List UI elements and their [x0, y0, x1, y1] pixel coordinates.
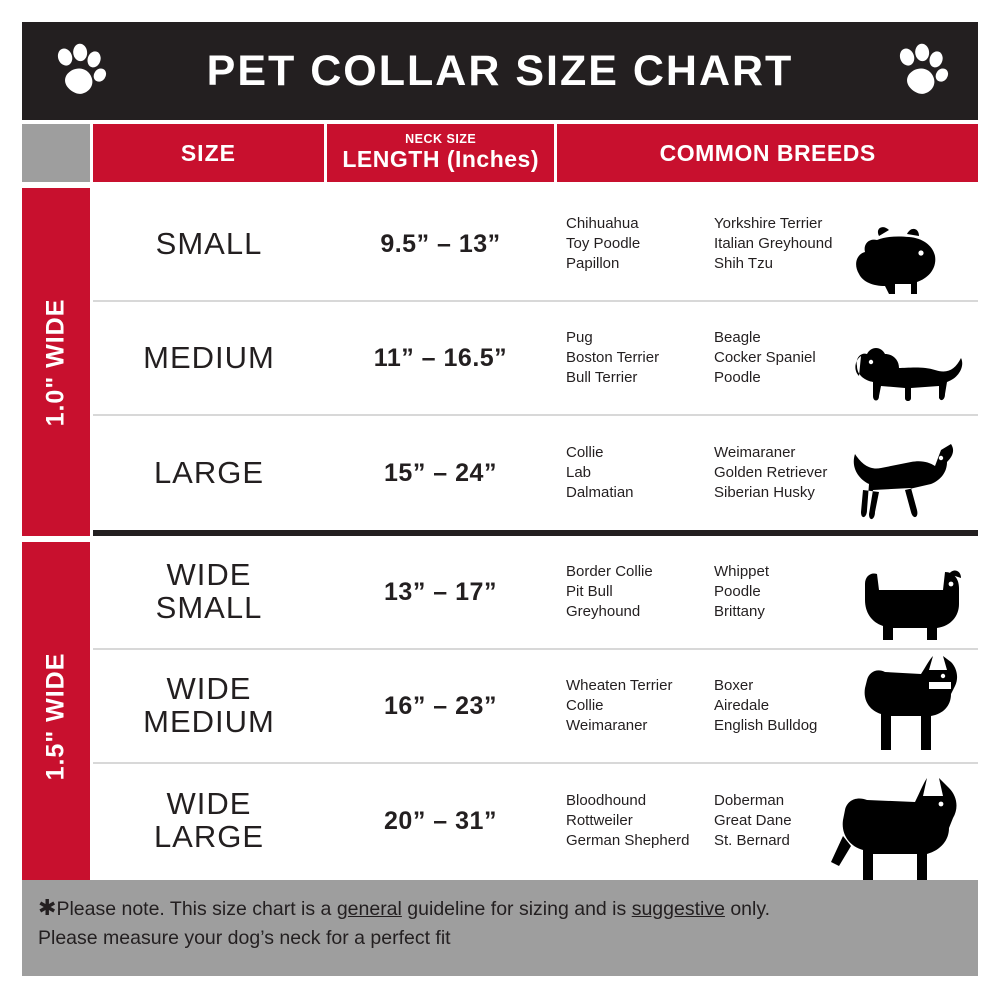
cell-breeds	[556, 536, 978, 648]
group-label-1-inch-text: 1.0" WIDE	[41, 298, 70, 426]
paw-print-icon	[892, 42, 950, 100]
breeds-column-2: Beagle Cocker Spaniel Poodle	[714, 328, 816, 387]
footer-line-2: Please measure your dog’s neck for a perfect fit	[38, 926, 451, 949]
size-line-2: SMALL	[155, 590, 263, 625]
size-line-1: MEDIUM	[143, 339, 275, 375]
breeds-column-2: Whippet Poodle Brittany	[714, 562, 770, 621]
footer-text-e: only.	[724, 898, 771, 920]
cell-length: 20” – 31”	[384, 806, 497, 835]
table-column-headers	[22, 124, 978, 182]
group-label-15-inch-text: 1.5" WIDE	[41, 652, 70, 780]
breeds-column-1: Pug Boston Terrier Bull Terrier	[566, 328, 660, 387]
size-line-1: LARGE	[153, 454, 265, 490]
table-row	[93, 416, 978, 530]
cell-breeds	[556, 764, 978, 878]
column-header-size: SIZE	[93, 124, 324, 182]
footer-text-general: general	[336, 898, 402, 920]
cell-size	[93, 416, 325, 530]
breeds-column-1: Collie Lab Dalmatian	[566, 443, 634, 502]
footer-line-1	[38, 892, 962, 924]
table-row	[93, 302, 978, 416]
size-line-2: MEDIUM	[143, 704, 275, 739]
table-row	[93, 764, 978, 878]
column-header-length	[327, 124, 554, 182]
table-row	[93, 188, 978, 302]
cell-length: 11” – 16.5”	[373, 343, 508, 372]
cell-size	[93, 302, 325, 414]
breeds-column-2: Yorkshire Terrier Italian Greyhound Shih Tzu	[714, 214, 833, 273]
table-body	[93, 188, 978, 878]
cell-size	[93, 536, 325, 648]
paw-print-icon	[50, 42, 108, 100]
column-header-spacer	[22, 124, 90, 182]
group-label-15-inch	[22, 542, 90, 890]
breeds-column-1: Chihuahua Toy Poodle Papillon	[566, 214, 641, 273]
cell-length: 13” – 17”	[384, 577, 497, 606]
asterisk-icon: ✱	[38, 895, 57, 920]
size-line-2: LARGE	[153, 819, 265, 854]
breeds-column-2: Weimaraner Golden Retriever Siberian Husky	[714, 443, 828, 502]
cell-breeds	[556, 416, 978, 530]
footer-text-suggestive: suggestive	[631, 898, 725, 920]
size-line-1: WIDE	[166, 671, 252, 707]
size-line-1: WIDE	[166, 786, 252, 822]
cell-size	[93, 650, 325, 762]
cell-breeds	[556, 302, 978, 414]
breeds-column-1: Bloodhound Rottweiler German Shepherd	[566, 791, 690, 850]
breeds-column-2: Doberman Great Dane St. Bernard	[714, 791, 792, 850]
cell-breeds	[556, 188, 978, 300]
size-line-1: SMALL	[155, 225, 263, 261]
cell-length: 16” – 23”	[384, 691, 497, 720]
table-row	[93, 536, 978, 650]
column-header-breeds: COMMON BREEDS	[557, 124, 978, 182]
page-title: PET COLLAR SIZE CHART	[206, 46, 794, 95]
cell-breeds	[556, 650, 978, 762]
size-line-1: WIDE	[166, 557, 252, 593]
column-header-length-sub: NECK SIZE	[405, 131, 477, 146]
cell-size	[93, 764, 325, 878]
footer-text-c: guideline for sizing and is	[401, 898, 632, 920]
breeds-column-2: Boxer Airedale English Bulldog	[714, 676, 818, 735]
size-chart-table	[22, 124, 978, 876]
chart-header	[22, 22, 978, 120]
table-row	[93, 650, 978, 764]
footer-note	[22, 880, 978, 976]
group-label-1-inch	[22, 188, 90, 536]
footer-text-a: Please note. This size chart is a	[56, 898, 337, 920]
cell-length: 15” – 24”	[384, 458, 497, 487]
breeds-column-1: Border Collie Pit Bull Greyhound	[566, 562, 653, 621]
column-header-length-main: LENGTH (Inches)	[342, 146, 539, 173]
cell-length: 9.5” – 13”	[380, 229, 501, 258]
cell-size	[93, 188, 325, 300]
breeds-column-1: Wheaten Terrier Collie Weimaraner	[566, 676, 673, 735]
